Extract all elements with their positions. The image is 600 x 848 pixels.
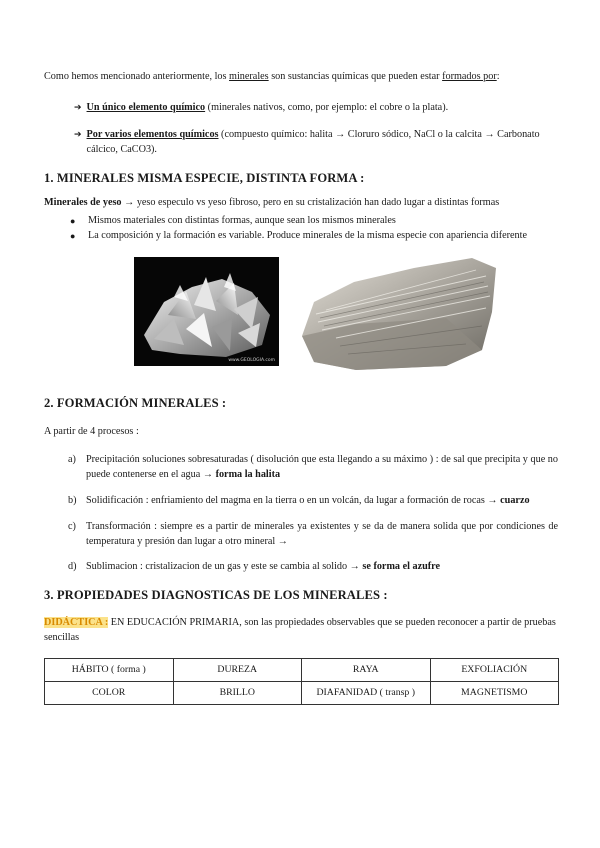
list-item-bold: forma la halita (215, 469, 281, 481)
arrow-bullet-icon: ➔ (74, 129, 82, 140)
bullet-dot-icon: ● (70, 231, 76, 242)
section-3-heading: 3. PROPIEDADES DIAGNOSTICAS DE LOS MINERALES : (44, 588, 388, 603)
table-cell: COLOR (45, 681, 174, 704)
arrow-item-rest: (minerales nativos, como, por ejemplo: el cobre o la plata). (205, 101, 449, 113)
arrow-item (74, 128, 558, 158)
arrow-item-rest: (compuesto químico: halita → Cloruro sódico, NaCl o la calcita → Carbonato cálcico, CaCO3). (86, 128, 540, 155)
list-letter: d) (68, 561, 77, 573)
yeso-fibroso-image (296, 254, 500, 372)
crystal-cluster-icon (134, 257, 279, 366)
list-item (70, 229, 558, 244)
section-2-heading: 2. FORMACIÓN MINERALES : (44, 396, 227, 411)
arrow-item (74, 101, 558, 116)
process-list (68, 453, 558, 575)
list-letter: b) (68, 494, 77, 506)
table-cell: BRILLO (173, 681, 302, 704)
list-item-bold: cuarzo (500, 494, 530, 506)
list-item-text: Precipitación soluciones sobresaturadas ( disolución que esta llegando a su máximo ) : de sal que precipita y que no puede contenerse en el agua → (86, 454, 558, 481)
mineral-images (44, 254, 558, 374)
list-item-body (86, 560, 558, 575)
intro-minerales: minerales (229, 71, 269, 82)
table-row (45, 681, 559, 704)
intro-formados-por: formados por (442, 71, 497, 82)
yeso-especulo-image (134, 257, 279, 366)
list-letter: c) (68, 520, 76, 532)
yeso-paragraph (44, 196, 558, 211)
bullet-dot-icon: ● (70, 216, 76, 227)
arrow-item-text (87, 128, 558, 158)
arrow-bullet-icon: ➔ (74, 102, 82, 113)
didactica-paragraph (44, 616, 558, 646)
arrow-item-bold: Por varios elementos químicos (86, 128, 219, 140)
section-1-heading: 1. MINERALES MISMA ESPECIE, DISTINTA FORMA : (44, 171, 365, 186)
properties-table (44, 658, 559, 705)
yeso-bold: Minerales de yeso (44, 196, 122, 208)
arrow-list (74, 101, 558, 158)
table-cell: MAGNETISMO (430, 681, 559, 704)
list-item (68, 520, 558, 550)
didactica-highlight: DIDÁCTICA : (44, 617, 109, 629)
list-item-body (86, 520, 558, 550)
intro-text: son sustancias químicas que pueden estar (268, 71, 443, 82)
didactica-text: EN EDUCACIÓN PRIMARIA, son las propiedades observables que se pueden reconocer a partir de pruebas sencillas (44, 617, 556, 644)
table-row (45, 658, 559, 681)
list-item-text: La composición y la formación es variable. Produce minerales de la misma especie con apariencia diferente (88, 230, 528, 242)
list-item-body (86, 494, 558, 509)
list-item (68, 494, 558, 509)
list-item-text: Sublimacion : cristalizacion de un gas y este se cambia al solido → (86, 561, 363, 573)
intro-colon: : (496, 71, 500, 82)
list-item (68, 453, 558, 483)
list-letter: a) (68, 454, 76, 466)
table-cell: DIAFANIDAD ( transp ) (302, 681, 431, 704)
document-page (44, 70, 558, 705)
arrow-item-bold: Un único elemento químico (86, 101, 206, 113)
arrow-item-text (87, 101, 449, 116)
yeso-text: → yeso especulo vs yeso fibroso, pero en su cristalización han dado lugar a distintas formas (121, 196, 500, 208)
list-item-text: Mismos materiales con distintas formas, aunque sean los mismos minerales (88, 215, 396, 227)
list-item-text: Transformación : siempre es a partir de minerales ya existentes y se da de manera solida que por condiciones de temperatura y presión dan lugar a otro mineral → (86, 520, 558, 547)
list-item (68, 560, 558, 575)
section-2-lead: A partir de 4 procesos : (44, 425, 139, 437)
table-cell: DUREZA (173, 658, 302, 681)
list-item-body (86, 453, 558, 483)
list-item-text: Solidificación : enfriamiento del magma en la tierra o en un volcán, da lugar a formación de rocas → (86, 494, 501, 506)
table-cell: RAYA (302, 658, 431, 681)
image-watermark: www.GEOLOGIA.com (228, 357, 275, 363)
table-cell: HÁBITO ( forma ) (45, 658, 174, 681)
table-cell: EXFOLIACIÓN (430, 658, 559, 681)
intro-paragraph (44, 70, 558, 85)
bullet-list (70, 214, 558, 244)
intro-text: Como hemos mencionado anteriormente, los (44, 71, 230, 82)
list-item-bold: se forma el azufre (362, 561, 441, 573)
fibrous-rock-icon (296, 254, 500, 372)
list-item (70, 214, 558, 229)
